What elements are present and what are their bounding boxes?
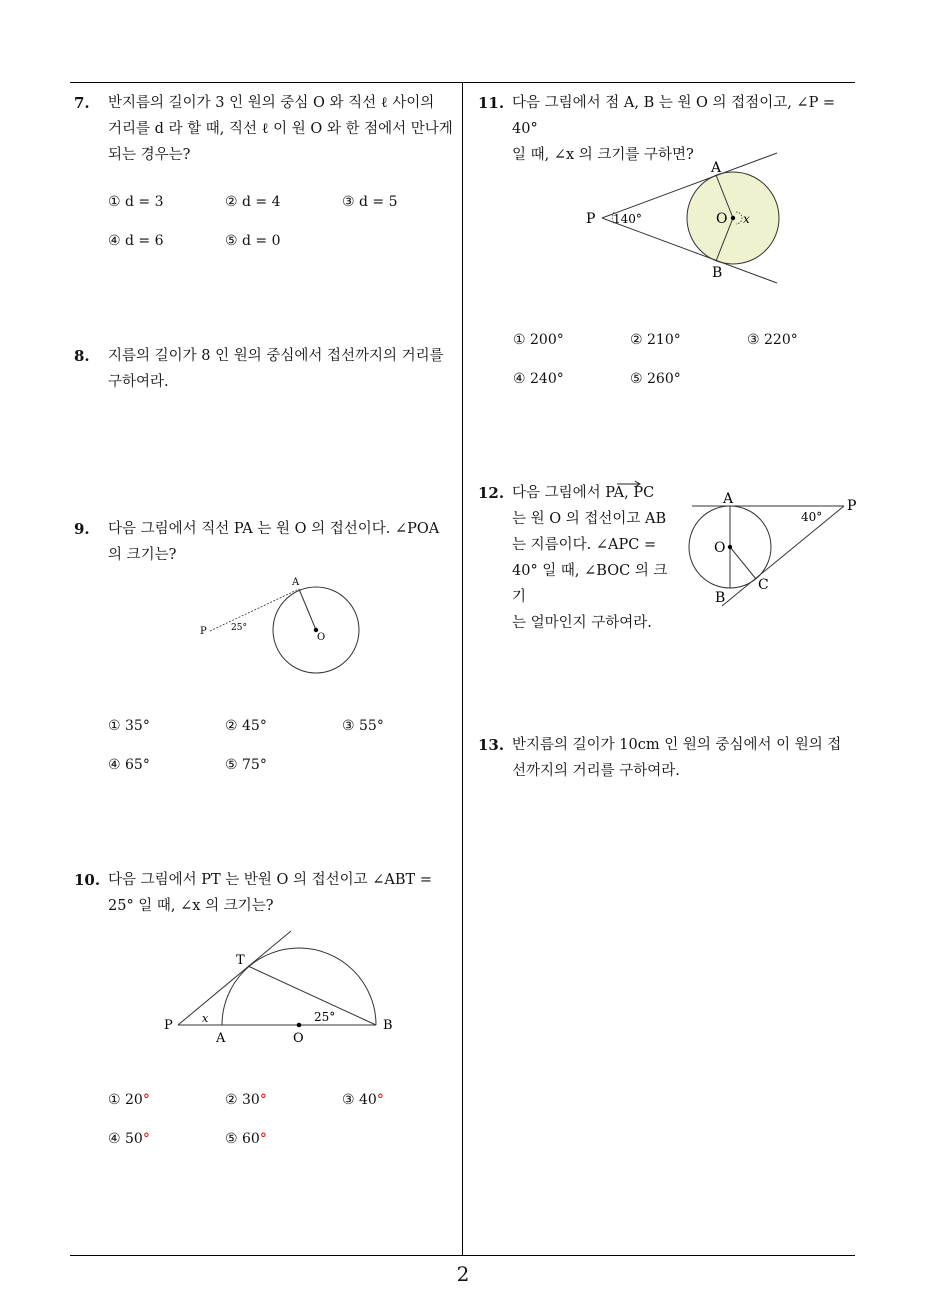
- question-number: 11.: [478, 94, 505, 112]
- label-b: B: [715, 590, 726, 606]
- label-o: O: [716, 211, 728, 227]
- choice-1[interactable]: ① d = 3: [108, 194, 164, 210]
- choice-1[interactable]: ① 200°: [513, 332, 564, 348]
- radius-oa: [299, 589, 316, 630]
- degree-mark: °: [259, 1092, 267, 1108]
- choice-2[interactable]: ② 30°: [225, 1092, 267, 1108]
- question-text: 반지름의 길이가 10cm 인 원의 중심에서 이 원의 접 선까지의 거리를 구하여라.: [512, 737, 842, 779]
- label-c: C: [758, 577, 769, 593]
- page-number: 2: [456, 1262, 470, 1286]
- label-p: P: [164, 1018, 173, 1033]
- label-t: T: [236, 953, 245, 968]
- label-a: A: [711, 160, 722, 176]
- figure-q11: [580, 148, 785, 288]
- choice-4[interactable]: ④ 65°: [108, 757, 150, 773]
- angle-label: 140°: [613, 212, 642, 226]
- question-text: 다음 그림에서 점 A, B 는 원 O 의 접점이고, ∠P = 40° 일 때, ∠x 의 크기를 구하면?: [512, 95, 836, 163]
- center-point: [297, 1023, 302, 1028]
- choice-4[interactable]: ④ d = 6: [108, 233, 164, 249]
- label-a: A: [723, 491, 734, 507]
- question-13: [478, 732, 863, 784]
- bottom-rule: [70, 1255, 855, 1256]
- choice-4[interactable]: ④ 50°: [108, 1131, 150, 1147]
- column-divider: [462, 82, 463, 1256]
- vector-arrows-q12: [565, 480, 645, 500]
- label-b: B: [383, 1018, 393, 1033]
- label-b: B: [712, 265, 723, 281]
- choice-5[interactable]: ⑤ 60°: [225, 1131, 267, 1147]
- label-p: P: [586, 211, 596, 227]
- figure-q9: [195, 572, 365, 678]
- question-text: 지름의 길이가 8 인 원의 중심에서 접선까지의 거리를 구하여라.: [108, 348, 444, 390]
- degree-mark: °: [142, 1092, 150, 1108]
- question-number: 7.: [74, 94, 90, 112]
- angle-x-label: x: [743, 212, 750, 226]
- question-9: [74, 516, 459, 568]
- angle-label: 40°: [801, 510, 823, 524]
- choice-3[interactable]: ③ 55°: [342, 718, 384, 734]
- label-p: P: [847, 498, 857, 514]
- label-o: O: [293, 1031, 304, 1046]
- label-o: O: [317, 632, 326, 643]
- choice-5[interactable]: ⑤ 260°: [630, 371, 681, 387]
- figure-q10: [160, 926, 405, 1050]
- choice-5[interactable]: ⑤ d = 0: [225, 233, 281, 249]
- tangent-line-pc: [722, 506, 844, 606]
- chord-tb: [248, 966, 376, 1025]
- angle-label: 25°: [231, 623, 247, 633]
- question-number: 10.: [74, 871, 101, 889]
- question-number: 8.: [74, 347, 90, 365]
- semicircle-o: [222, 948, 376, 1025]
- question-number: 13.: [478, 736, 505, 754]
- degree-mark: °: [259, 1131, 267, 1147]
- label-a: A: [216, 1031, 226, 1046]
- choice-2[interactable]: ② 210°: [630, 332, 681, 348]
- angle-x-label: x: [202, 1012, 209, 1025]
- choice-1[interactable]: ① 35°: [108, 718, 150, 734]
- question-text: 다음 그림에서 PA, PC 는 원 O 의 접선이고 AB 는 지름이다. ∠APC = 40° 일 때, ∠BOC 의 크기 는 얼마인지 구하여라.: [512, 485, 668, 631]
- label-o: O: [714, 540, 726, 556]
- angle-label: 25°: [314, 1010, 336, 1024]
- center-point: [728, 545, 732, 549]
- degree-mark: °: [376, 1092, 384, 1108]
- choice-3[interactable]: ③ d = 5: [342, 194, 398, 210]
- question-text: 다음 그림에서 PT 는 반원 O 의 접선이고 ∠ABT = 25° 일 때, ∠x 의 크기는?: [108, 872, 432, 914]
- question-number: 9.: [74, 520, 90, 538]
- tangent-line-pa: [210, 589, 299, 631]
- question-12: [478, 480, 678, 636]
- radius-oc: [730, 547, 756, 579]
- choice-2[interactable]: ② 45°: [225, 718, 267, 734]
- choice-3[interactable]: ③ 40°: [342, 1092, 384, 1108]
- question-text: 반지름의 길이가 3 인 원의 중심 O 와 직선 ℓ 사이의 거리를 d 라 할 때, 직선 ℓ 이 원 O 와 한 점에서 만나게 되는 경우는?: [108, 95, 453, 163]
- center-point: [731, 216, 735, 220]
- choice-5[interactable]: ⑤ 75°: [225, 757, 267, 773]
- choice-3[interactable]: ③ 220°: [747, 332, 798, 348]
- label-a: A: [292, 577, 300, 588]
- question-10: [74, 867, 459, 919]
- question-number: 12.: [478, 484, 505, 502]
- choice-1[interactable]: ① 20°: [108, 1092, 150, 1108]
- choice-2[interactable]: ② d = 4: [225, 194, 281, 210]
- degree-mark: °: [142, 1131, 150, 1147]
- question-7: [74, 90, 459, 168]
- choice-4[interactable]: ④ 240°: [513, 371, 564, 387]
- question-text: 다음 그림에서 직선 PA 는 원 O 의 접선이다. ∠POA 의 크기는?: [108, 521, 440, 563]
- figure-q12: [686, 490, 866, 610]
- question-8: [74, 343, 459, 395]
- label-p: P: [200, 626, 207, 637]
